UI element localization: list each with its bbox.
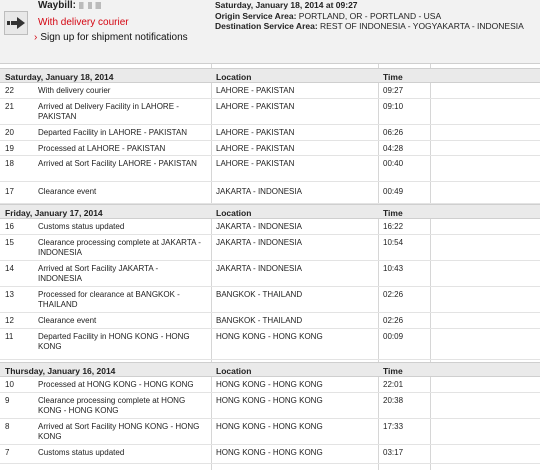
event-description: Arrived at Sort Facility HONG KONG - HONG KONG <box>38 422 200 441</box>
table-row <box>0 419 540 445</box>
event-description: Clearance event <box>38 187 97 196</box>
event-number: 10 <box>5 380 14 389</box>
origin-service-area <box>215 11 535 22</box>
event-number: 16 <box>5 222 14 231</box>
table-row <box>0 235 540 261</box>
event-number: 12 <box>5 316 14 325</box>
event-time: 16:22 <box>383 222 404 231</box>
column-location: Location <box>216 72 252 82</box>
waybill-label-text: Waybill: <box>38 0 76 11</box>
event-description: Clearance event <box>38 316 97 325</box>
event-description: Arrived at Delivery Facility in LAHORE - PAKISTAN <box>38 102 179 121</box>
table-row <box>0 393 540 419</box>
event-time: 20:38 <box>383 396 404 405</box>
event-number: 19 <box>5 144 14 153</box>
waybill-label <box>38 0 101 11</box>
event-location: JAKARTA - INDONESIA <box>216 238 302 247</box>
event-number: 11 <box>5 332 14 341</box>
chevron-right-icon: › <box>34 32 38 43</box>
event-time: 04:28 <box>383 144 404 153</box>
event-number: 15 <box>5 238 14 247</box>
event-time: 02:26 <box>383 290 404 299</box>
summary-date-time: Saturday, January 18, 2014 at 09:27 <box>215 0 358 10</box>
table-row <box>0 182 540 204</box>
event-number: 18 <box>5 159 14 168</box>
waybill-number-redacted <box>79 2 101 9</box>
column-location: Location <box>216 366 252 376</box>
status-text: With delivery courier <box>38 17 129 28</box>
event-number: 20 <box>5 128 14 137</box>
shipment-header <box>0 0 540 64</box>
table-row <box>0 329 540 360</box>
destination-value: REST OF INDONESIA - YOGYAKARTA - INDONESIA <box>320 21 524 31</box>
table-row <box>0 261 540 287</box>
event-time: 17:33 <box>383 422 404 431</box>
event-number: 17 <box>5 187 14 196</box>
table-row <box>0 287 540 313</box>
destination-service-area <box>215 21 535 32</box>
table-row <box>0 377 540 393</box>
event-time: 22:01 <box>383 380 404 389</box>
column-location: Location <box>216 208 252 218</box>
event-location: LAHORE - PAKISTAN <box>216 159 295 168</box>
section-date: Friday, January 17, 2014 <box>5 208 103 218</box>
event-location: LAHORE - PAKISTAN <box>216 144 295 153</box>
column-time: Time <box>383 208 403 218</box>
event-number: 7 <box>5 448 10 457</box>
section-header-jan-17 <box>0 204 540 219</box>
event-time: 06:26 <box>383 128 404 137</box>
event-number: 22 <box>5 86 14 95</box>
event-time: 09:27 <box>383 86 404 95</box>
event-location: HONG KONG - HONG KONG <box>216 396 323 405</box>
event-location: JAKARTA - INDONESIA <box>216 264 302 273</box>
table-row <box>0 313 540 329</box>
event-location: BANGKOK - THAILAND <box>216 290 303 299</box>
section-date: Saturday, January 18, 2014 <box>5 72 114 82</box>
origin-label: Origin Service Area: <box>215 10 297 21</box>
event-description: Customs status updated <box>38 448 125 457</box>
event-number: 8 <box>5 422 10 431</box>
event-description: Clearance processing complete at HONG KONG - HONG KONG <box>38 396 186 415</box>
event-location: HONG KONG - HONG KONG <box>216 332 323 341</box>
event-description: With delivery courier <box>38 86 111 95</box>
table-row <box>0 83 540 99</box>
event-description: Departed Facility in HONG KONG - HONG KONG <box>38 332 190 351</box>
event-location: HONG KONG - HONG KONG <box>216 422 323 431</box>
event-description: Arrived at Sort Facility LAHORE - PAKISTAN <box>38 159 197 168</box>
event-time: 09:10 <box>383 102 404 111</box>
column-time: Time <box>383 72 403 82</box>
shipment-arrow-icon <box>4 11 28 35</box>
event-location: LAHORE - PAKISTAN <box>216 102 295 111</box>
signup-link-label: Sign up for shipment notifications <box>40 32 188 43</box>
event-description: Processed at LAHORE - PAKISTAN <box>38 144 166 153</box>
event-number: 21 <box>5 102 14 111</box>
column-time: Time <box>383 366 403 376</box>
event-time: 00:09 <box>383 332 404 341</box>
event-description: Processed at HONG KONG - HONG KONG <box>38 380 194 389</box>
origin-value: PORTLAND, OR - PORTLAND - USA <box>298 10 442 21</box>
event-time: 10:43 <box>383 264 404 273</box>
section-date: Thursday, January 16, 2014 <box>5 366 116 376</box>
event-location: HONG KONG - HONG KONG <box>216 448 323 457</box>
event-location: LAHORE - PAKISTAN <box>216 128 295 137</box>
event-description: Customs status updated <box>38 222 125 231</box>
event-location: HONG KONG - HONG KONG <box>216 380 323 389</box>
event-location: BANGKOK - THAILAND <box>216 316 303 325</box>
event-description: Departed Facility in LAHORE - PAKISTAN <box>38 128 188 137</box>
shipment-summary <box>215 0 535 32</box>
section-header-jan-18 <box>0 68 540 83</box>
table-row <box>0 125 540 141</box>
section-header-jan-16 <box>0 362 540 377</box>
event-time: 00:49 <box>383 187 404 196</box>
table-row <box>0 219 540 235</box>
event-number: 13 <box>5 290 14 299</box>
signup-notifications-link[interactable] <box>34 32 188 43</box>
table-row <box>0 445 540 464</box>
event-time: 03:17 <box>383 448 404 457</box>
destination-label: Destination Service Area: <box>215 21 318 31</box>
event-description: Arrived at Sort Facility JAKARTA - INDONESIA <box>38 264 159 283</box>
event-location: JAKARTA - INDONESIA <box>216 187 302 196</box>
table-row <box>0 156 540 182</box>
event-time: 10:54 <box>383 238 404 247</box>
table-row <box>0 141 540 156</box>
event-description: Processed for clearance at BANGKOK - THAILAND <box>38 290 180 309</box>
table-row <box>0 99 540 125</box>
event-description: Clearance processing complete at JAKARTA - INDONESIA <box>38 238 201 257</box>
event-location: JAKARTA - INDONESIA <box>216 222 302 231</box>
event-location: LAHORE - PAKISTAN <box>216 86 295 95</box>
event-time: 00:40 <box>383 159 404 168</box>
event-time: 02:26 <box>383 316 404 325</box>
event-number: 14 <box>5 264 14 273</box>
event-number: 9 <box>5 396 10 405</box>
